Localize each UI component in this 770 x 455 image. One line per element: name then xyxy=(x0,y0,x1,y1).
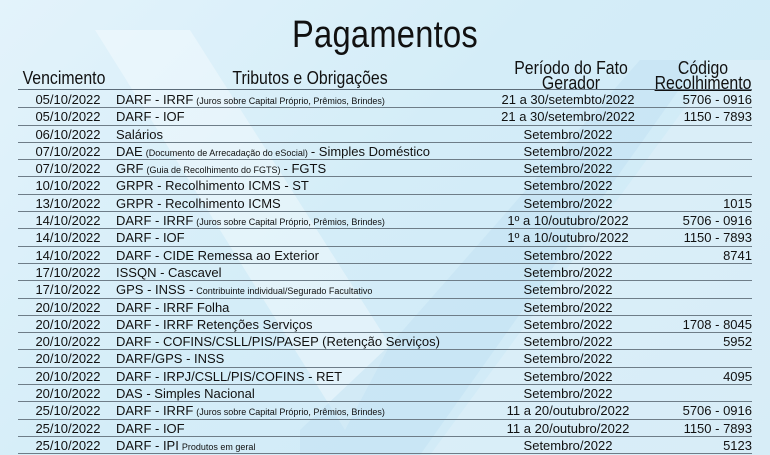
due-date-cell-text: 25/10/2022 xyxy=(35,403,101,419)
period-cell-text: Setembro/2022 xyxy=(523,351,613,367)
period-cell xyxy=(488,177,648,193)
tax-obligation-cell xyxy=(116,402,496,418)
tax-note: (Guia de Recolhimento do FGTS) xyxy=(146,165,281,176)
table-row xyxy=(18,437,752,454)
period-cell-text: 21 a 30/setembro/2022 xyxy=(501,109,635,125)
due-date-cell xyxy=(18,350,118,366)
code-cell xyxy=(658,177,752,193)
page-title: Pagamentos xyxy=(291,14,479,56)
table-row xyxy=(18,91,752,108)
due-date-cell xyxy=(18,437,118,453)
due-date-cell xyxy=(18,160,118,176)
tax-obligation-cell xyxy=(116,281,496,297)
header-codigo-line2: Recolhimento xyxy=(654,73,752,93)
period-cell xyxy=(488,333,648,349)
code-cell-text: 1708 - 8045 xyxy=(682,316,752,332)
tax-obligation-cell xyxy=(116,91,496,107)
period-cell-text: Setembro/2022 xyxy=(523,334,613,350)
code-cell xyxy=(658,229,752,245)
tax-note: (Juros sobre Capital Próprio, Prêmios, Brindes) xyxy=(196,217,385,228)
period-cell-text: 1º a 10/outubro/2022 xyxy=(507,230,629,246)
code-cell xyxy=(658,437,752,453)
period-cell xyxy=(488,316,648,332)
tax-note: (Juros sobre Capital Próprio, Prêmios, Brindes) xyxy=(196,407,385,418)
tax-obligation-cell xyxy=(116,333,496,349)
header-tributos: Tributos e Obrigações xyxy=(232,68,388,88)
tax-name: DARF - IOF xyxy=(116,230,185,246)
period-cell-text: Setembro/2022 xyxy=(523,126,613,142)
tax-obligation-cell xyxy=(116,368,496,384)
table-row xyxy=(18,316,752,333)
code-cell xyxy=(658,160,752,176)
table-row xyxy=(18,281,752,298)
tax-obligation-cell xyxy=(116,160,496,176)
code-cell-text: 5123 xyxy=(723,437,752,453)
due-date-cell-text: 10/10/2022 xyxy=(35,178,101,194)
due-date-cell xyxy=(18,264,118,280)
table-row xyxy=(18,143,752,160)
period-cell xyxy=(488,420,648,436)
due-date-cell xyxy=(18,126,118,142)
tax-obligation-cell xyxy=(116,229,496,245)
period-cell-text: Setembro/2022 xyxy=(523,368,613,384)
period-cell-text: Setembro/2022 xyxy=(523,161,613,177)
period-cell xyxy=(488,108,648,124)
code-cell-text: 1015 xyxy=(723,195,752,211)
header-codigo xyxy=(654,58,752,93)
table-row xyxy=(18,247,752,264)
period-cell-text: 21 a 30/setembto/2022 xyxy=(501,92,635,107)
code-cell xyxy=(658,402,752,418)
header-periodo-line1: Período do Fato xyxy=(514,58,628,78)
table-row xyxy=(18,333,752,350)
due-date-cell xyxy=(18,143,118,159)
table-row xyxy=(18,177,752,194)
due-date-cell xyxy=(18,177,118,193)
due-date-cell-text: 05/10/2022 xyxy=(35,109,101,125)
header-periodo xyxy=(510,58,631,93)
table-row xyxy=(18,368,752,385)
tax-name: DARF - IRRF xyxy=(116,213,194,229)
period-cell-text: 11 a 20/outubro/2022 xyxy=(506,403,630,419)
code-cell-text: 1150 - 7893 xyxy=(683,109,752,125)
due-date-cell-text: 17/10/2022 xyxy=(35,282,101,298)
table-row xyxy=(18,264,752,281)
due-date-cell xyxy=(18,108,118,124)
due-date-cell-text: 07/10/2022 xyxy=(35,143,101,159)
due-date-cell xyxy=(18,281,118,297)
tax-obligation-cell xyxy=(116,108,496,124)
due-date-cell-text: 13/10/2022 xyxy=(35,195,101,211)
tax-name: GRPR - Recolhimento ICMS - ST xyxy=(116,178,309,194)
tax-obligation-cell xyxy=(116,437,496,453)
due-date-cell xyxy=(18,195,118,211)
period-cell xyxy=(488,143,648,159)
tax-obligation-cell xyxy=(116,316,496,332)
period-cell xyxy=(488,281,648,297)
table-row xyxy=(18,195,752,212)
tax-name-suffix: - FGTS xyxy=(283,161,327,177)
code-cell xyxy=(658,91,752,107)
tax-name: DARF - IRRF xyxy=(116,403,194,419)
tax-note: Contribuinte individual/Segurado Facultativo xyxy=(196,286,373,297)
code-cell xyxy=(658,368,752,384)
period-cell xyxy=(488,437,648,453)
period-cell xyxy=(488,160,648,176)
period-cell xyxy=(488,195,648,211)
period-cell xyxy=(488,368,648,384)
tax-obligation-cell xyxy=(116,143,496,159)
due-date-cell-text: 20/10/2022 xyxy=(35,299,101,315)
header-codigo-line1: Código xyxy=(677,58,729,78)
tax-obligation-cell xyxy=(116,126,496,142)
code-cell-text: 8741 xyxy=(723,247,752,263)
tax-name: DARF - COFINS/CSLL/PIS/PASEP (Retenção Serviços) xyxy=(116,334,440,350)
period-cell xyxy=(488,91,648,107)
tax-obligation-cell xyxy=(116,264,496,280)
code-cell xyxy=(658,264,752,280)
code-cell xyxy=(658,212,752,228)
tax-name: DARF - IOF xyxy=(116,420,185,436)
tax-name: DARF - IRPJ/CSLL/PIS/COFINS - RET xyxy=(116,368,343,384)
due-date-cell xyxy=(18,385,118,401)
tax-name: DARF - IPI xyxy=(116,437,179,453)
period-cell xyxy=(488,264,648,280)
due-date-cell xyxy=(18,420,118,436)
tax-name: DAS - Simples Nacional xyxy=(116,386,255,402)
period-cell-text: Setembro/2022 xyxy=(523,195,613,211)
period-cell xyxy=(488,247,648,263)
table-row xyxy=(18,160,752,177)
due-date-cell-text: 20/10/2022 xyxy=(35,351,101,367)
code-cell xyxy=(658,420,752,436)
code-cell xyxy=(658,247,752,263)
period-cell-text: Setembro/2022 xyxy=(523,299,613,315)
period-cell-text: Setembro/2022 xyxy=(523,282,613,298)
period-cell xyxy=(488,350,648,366)
period-cell-text: 1º a 10/outubro/2022 xyxy=(507,213,629,229)
tax-obligation-cell xyxy=(116,420,496,436)
tax-obligation-cell xyxy=(116,247,496,263)
due-date-cell xyxy=(18,316,118,332)
due-date-cell-text: 05/10/2022 xyxy=(35,92,101,107)
tax-name: DARF - IRRF Retenções Serviços xyxy=(116,316,313,332)
table-row xyxy=(18,108,752,125)
due-date-cell-text: 20/10/2022 xyxy=(35,334,101,350)
period-cell-text: Setembro/2022 xyxy=(523,316,613,332)
due-date-cell xyxy=(18,247,118,263)
period-cell-text: 11 a 20/outubro/2022 xyxy=(506,420,630,436)
period-cell-text: Setembro/2022 xyxy=(523,386,613,402)
table-row xyxy=(18,350,752,367)
tax-name: DARF/GPS - INSS xyxy=(116,351,225,367)
code-cell-text: 5706 - 0916 xyxy=(682,92,752,107)
header-periodo-line2: Gerador xyxy=(541,73,601,93)
period-cell-text: Setembro/2022 xyxy=(523,437,613,453)
table-row xyxy=(18,212,752,229)
tax-name: DARF - IOF xyxy=(116,109,185,125)
period-cell-text: Setembro/2022 xyxy=(523,143,613,159)
header-divider xyxy=(18,89,752,90)
due-date-cell-text: 25/10/2022 xyxy=(35,420,101,436)
tax-name-suffix: - Simples Doméstico xyxy=(310,143,431,159)
due-date-cell xyxy=(18,368,118,384)
code-cell xyxy=(658,350,752,366)
tax-name: GRF xyxy=(116,161,144,177)
payments-table xyxy=(18,91,752,454)
code-cell-text: 1150 - 7893 xyxy=(683,230,752,246)
code-cell xyxy=(658,195,752,211)
tax-name: Salários xyxy=(116,126,163,142)
tax-name: DARF - IRRF xyxy=(116,92,194,107)
code-cell-text: 4095 xyxy=(723,368,752,384)
due-date-cell xyxy=(18,402,118,418)
code-cell xyxy=(658,385,752,401)
period-cell xyxy=(488,126,648,142)
period-cell-text: Setembro/2022 xyxy=(523,264,613,280)
due-date-cell-text: 07/10/2022 xyxy=(35,161,101,177)
due-date-cell-text: 14/10/2022 xyxy=(35,213,101,229)
code-cell xyxy=(658,333,752,349)
due-date-cell-text: 25/10/2022 xyxy=(35,437,101,453)
header-vencimento: Vencimento xyxy=(22,68,106,88)
tax-obligation-cell xyxy=(116,177,496,193)
tax-name: DARF - CIDE Remessa ao Exterior xyxy=(116,247,319,263)
table-row xyxy=(18,402,752,419)
table-row xyxy=(18,299,752,316)
period-cell-text: Setembro/2022 xyxy=(523,247,613,263)
tax-name: GPS - INSS - xyxy=(116,282,194,298)
code-cell xyxy=(658,108,752,124)
period-cell xyxy=(488,229,648,245)
tax-obligation-cell xyxy=(116,299,496,315)
code-cell xyxy=(658,316,752,332)
due-date-cell-text: 14/10/2022 xyxy=(35,247,101,263)
due-date-cell-text: 14/10/2022 xyxy=(35,230,101,246)
code-cell-text: 5706 - 0916 xyxy=(682,213,752,229)
tax-note: (Juros sobre Capital Próprio, Prêmios, Brindes) xyxy=(196,96,385,106)
due-date-cell xyxy=(18,299,118,315)
table-row xyxy=(18,420,752,437)
code-cell xyxy=(658,143,752,159)
period-cell xyxy=(488,212,648,228)
period-cell xyxy=(488,385,648,401)
code-cell-text: 5706 - 0916 xyxy=(682,403,752,419)
due-date-cell xyxy=(18,333,118,349)
due-date-cell xyxy=(18,91,118,107)
tax-obligation-cell xyxy=(116,385,496,401)
due-date-cell xyxy=(18,212,118,228)
table-row xyxy=(18,126,752,143)
tax-note: (Documento de Arrecadação do eSocial) xyxy=(145,147,308,158)
tax-obligation-cell xyxy=(116,350,496,366)
code-cell xyxy=(658,126,752,142)
period-cell-text: Setembro/2022 xyxy=(523,178,613,194)
due-date-cell-text: 20/10/2022 xyxy=(35,316,101,332)
tax-name: DARF - IRRF Folha xyxy=(116,299,230,315)
code-cell xyxy=(658,299,752,315)
tax-obligation-cell xyxy=(116,212,496,228)
tax-note: Produtos em geral xyxy=(181,441,256,452)
code-cell-text: 1150 - 7893 xyxy=(683,420,752,436)
due-date-cell-text: 17/10/2022 xyxy=(35,264,101,280)
code-cell xyxy=(658,281,752,297)
period-cell xyxy=(488,402,648,418)
due-date-cell xyxy=(18,229,118,245)
due-date-cell-text: 06/10/2022 xyxy=(35,126,101,142)
due-date-cell-text: 20/10/2022 xyxy=(35,386,101,402)
due-date-cell-text: 20/10/2022 xyxy=(35,368,101,384)
tax-name: GRPR - Recolhimento ICMS xyxy=(116,195,281,211)
code-cell-text: 5952 xyxy=(723,334,752,350)
tax-name: DAE xyxy=(116,143,143,159)
period-cell xyxy=(488,299,648,315)
tax-name: ISSQN - Cascavel xyxy=(116,264,222,280)
table-row xyxy=(18,229,752,246)
tax-obligation-cell xyxy=(116,195,496,211)
table-row xyxy=(18,385,752,402)
